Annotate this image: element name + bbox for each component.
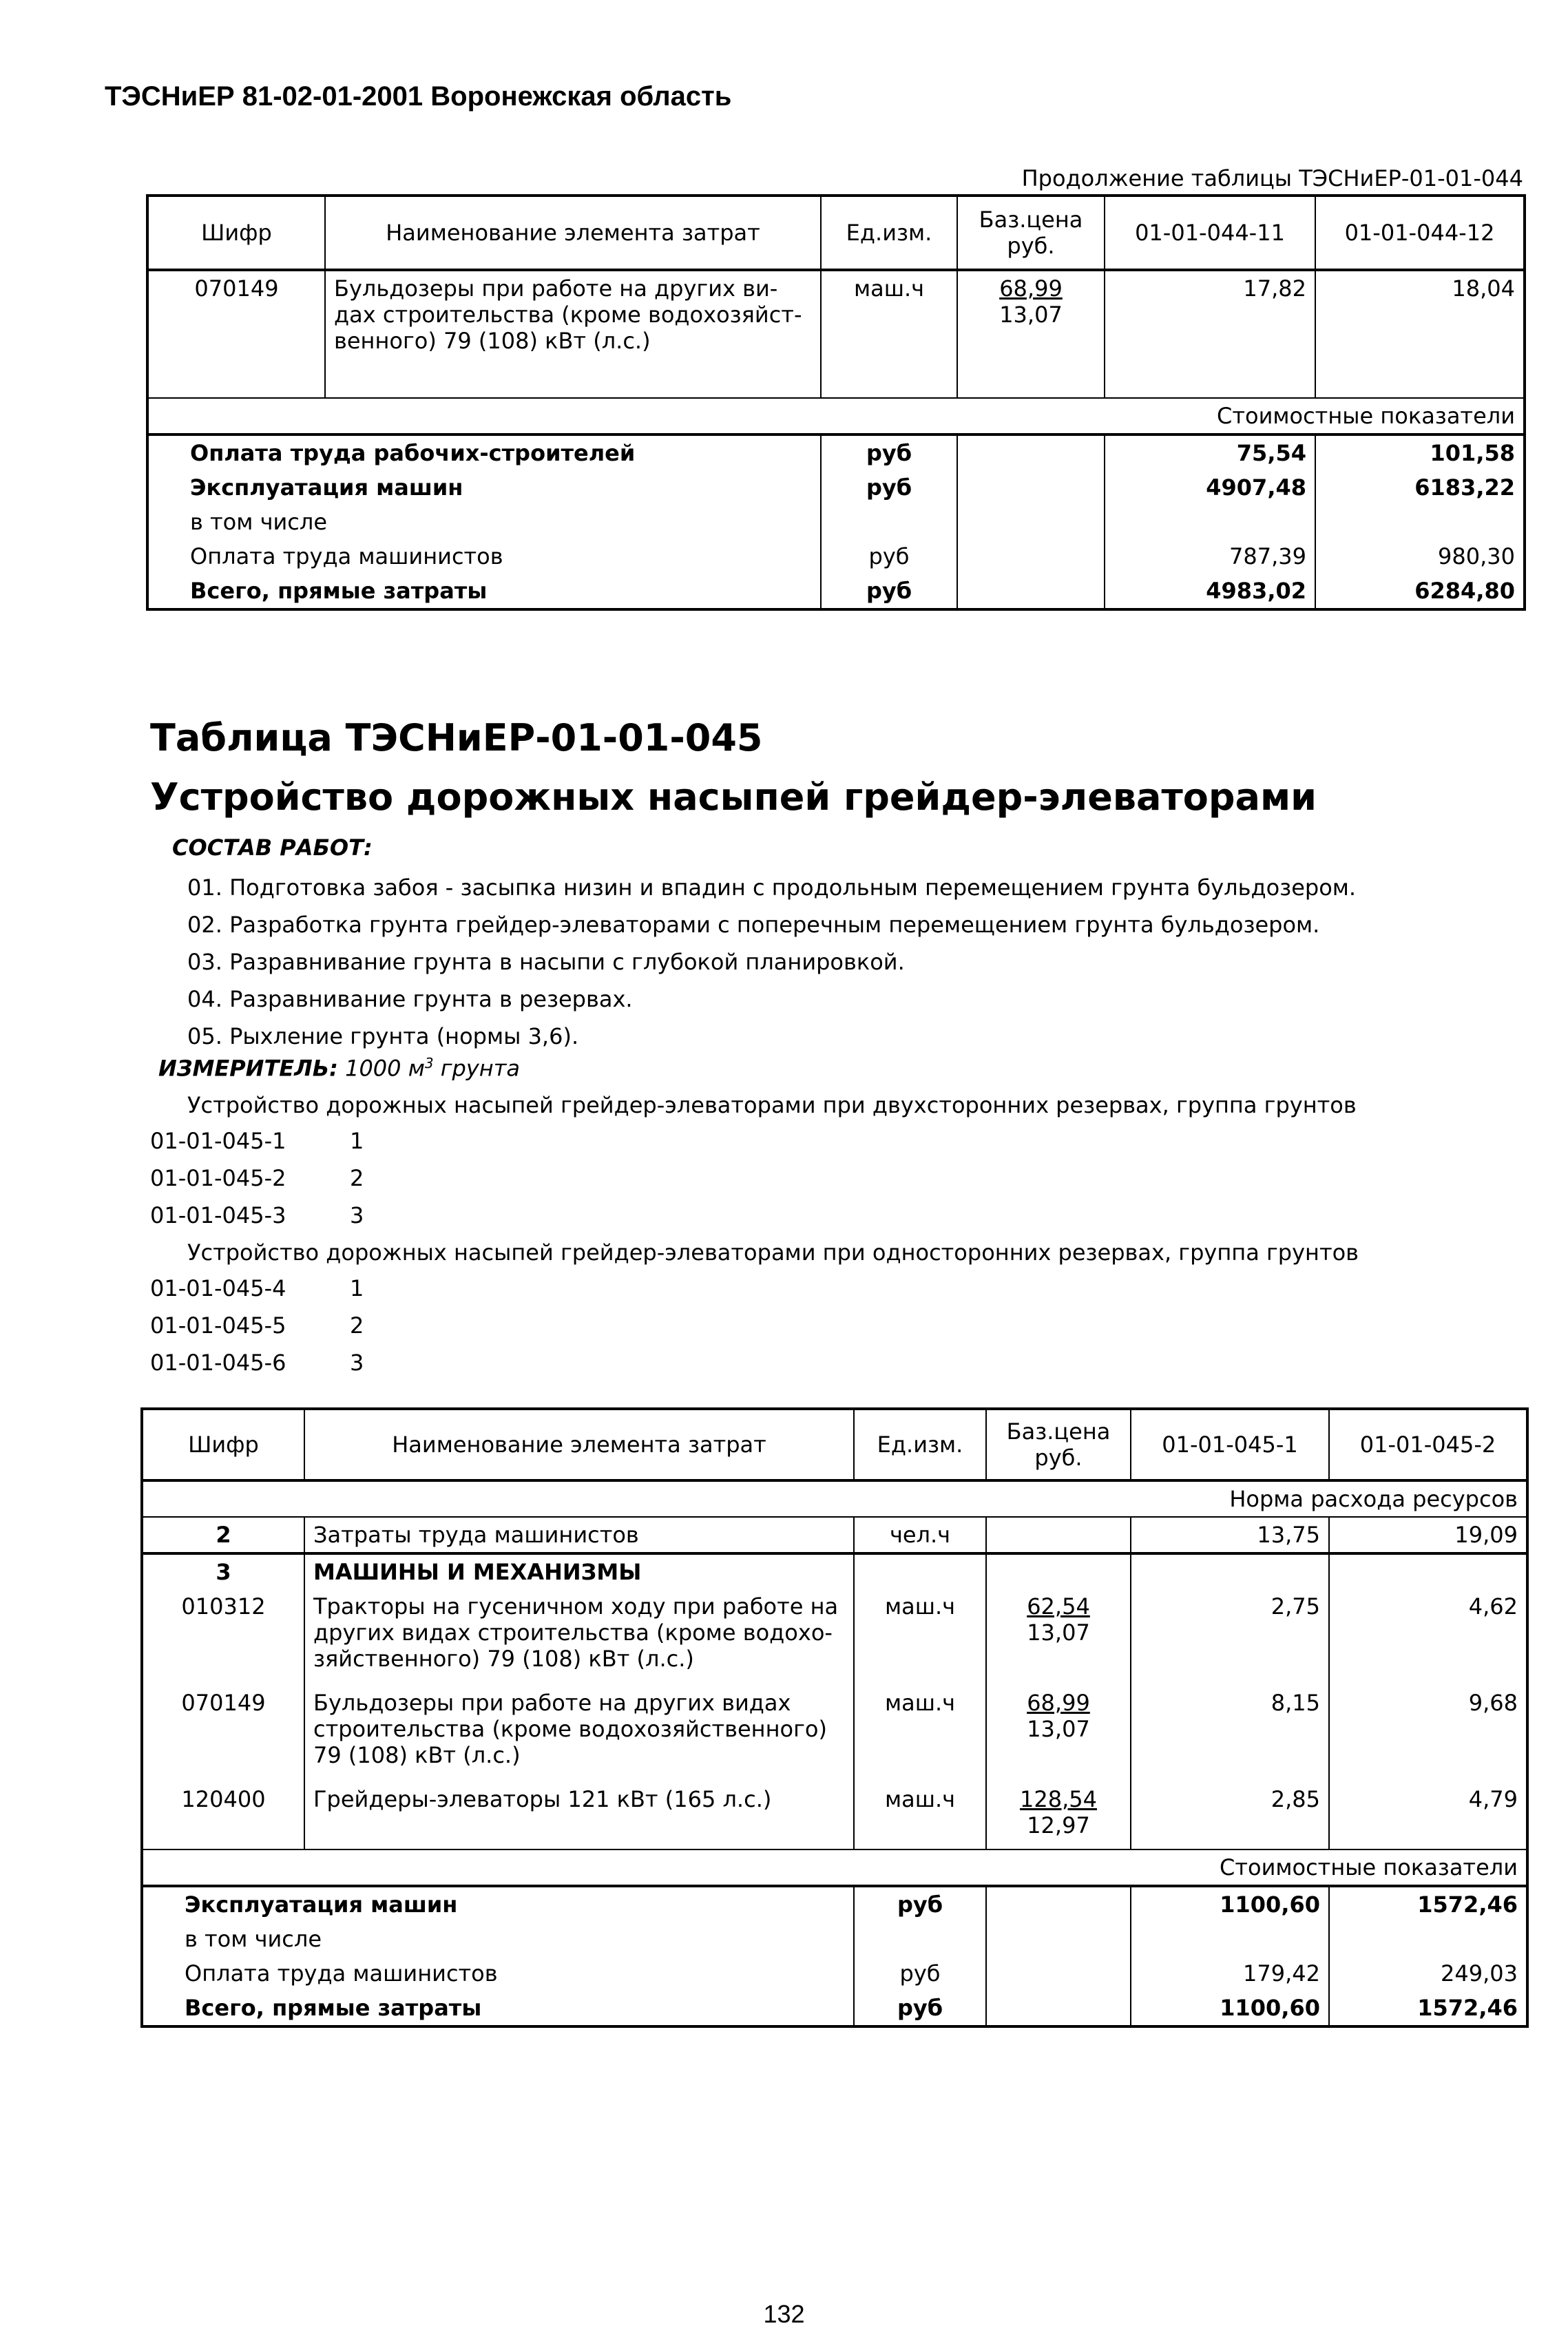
cost-value-2 <box>1315 505 1525 539</box>
code-item <box>150 1197 364 1234</box>
cost-name: Оплата труда машинистов <box>185 1960 498 1987</box>
cost-value-1 <box>1131 1922 1329 1956</box>
cost-name: в том числе <box>190 509 327 535</box>
row-value-1: 8,15 <box>1131 1686 1329 1782</box>
labor-value-1: 13,75 <box>1131 1517 1329 1553</box>
norm-label: Норма расхода ресурсов <box>1229 1486 1518 1512</box>
measure-tail: грунта <box>440 1055 520 1082</box>
header-price: Баз.цена руб. <box>986 1409 1131 1480</box>
row-name: Тракторы на гусеничном ходу при работе на других видах строительства (кроме водохо-зяйственного) 79 (108) кВт (л.с.) <box>304 1589 854 1686</box>
cost-unit: руб <box>854 1991 986 2026</box>
cost-name: Оплата труда рабочих-строителей <box>190 440 636 466</box>
row-name: Бульдозеры при работе на других ви-дах строительства (кроме водохозяйст-венного) 79 (108) кВт (л.с.) <box>325 270 821 398</box>
machines-code: 3 <box>216 1559 231 1585</box>
cost-row <box>142 1922 1527 1956</box>
cost-name: Эксплуатация машин <box>190 474 463 501</box>
cost-price <box>957 505 1105 539</box>
work-item: 02. Разработка грунта грейдер-элеваторами с поперечным перемещением грунта бульдозером. <box>187 912 1320 938</box>
row-price-wage: 13,07 <box>1027 1716 1090 1742</box>
header-name: Наименование элемента затрат <box>325 196 821 270</box>
cost-value-1: 179,42 <box>1131 1956 1329 1991</box>
cost-value-2: 1572,46 <box>1329 1886 1527 1922</box>
cost-value-1: 1100,60 <box>1131 1886 1329 1922</box>
row-price-main: 128,54 <box>1020 1786 1097 1812</box>
labor-value-2: 19,09 <box>1329 1517 1527 1553</box>
cost-unit: руб <box>821 434 957 470</box>
cost-label: Стоимостные показатели <box>1217 403 1515 429</box>
work-item: 04. Разравнивание грунта в резервах. <box>187 986 633 1012</box>
cost-value-1: 4907,48 <box>1105 470 1315 505</box>
machines-header-row <box>142 1553 1527 1589</box>
cost-row <box>147 539 1525 574</box>
cost-price <box>986 1991 1131 2026</box>
row-value-2: 4,62 <box>1329 1589 1527 1686</box>
row-price-wage: 13,07 <box>1027 1620 1090 1646</box>
cost-unit: руб <box>821 539 957 574</box>
code: 01-01-045-2 <box>150 1165 286 1191</box>
cost-price <box>986 1956 1131 1991</box>
cost-unit: руб <box>854 1956 986 1991</box>
cost-price <box>986 1922 1131 1956</box>
row-name: Грейдеры-элеваторы 121 кВт (165 л.с.) <box>304 1782 854 1849</box>
row-unit: маш.ч <box>854 1782 986 1849</box>
row-price-main: 68,99 <box>999 275 1063 302</box>
row-price-wage: 13,07 <box>999 302 1063 328</box>
cost-name: Всего, прямые затраты <box>185 1995 482 2021</box>
cost-unit: руб <box>854 1886 986 1922</box>
cost-value-1: 4983,02 <box>1105 574 1315 609</box>
row-price-main: 68,99 <box>1027 1690 1090 1716</box>
cost-value-2 <box>1329 1922 1527 1956</box>
row-code: 120400 <box>181 1786 266 1812</box>
cost-price <box>957 434 1105 470</box>
cost-value-1 <box>1105 505 1315 539</box>
soil-group: 2 <box>350 1165 364 1191</box>
row-value-2: 9,68 <box>1329 1686 1527 1782</box>
row-price-wage: 12,97 <box>1027 1812 1090 1838</box>
cost-unit: руб <box>821 470 957 505</box>
row-price <box>986 1589 1131 1686</box>
cost-value-2: 6183,22 <box>1315 470 1525 505</box>
cost-name: Оплата труда машинистов <box>190 543 503 569</box>
cost-unit <box>821 505 957 539</box>
measure-value: 1000 м <box>345 1055 425 1082</box>
labor-price <box>986 1517 1131 1553</box>
work-item: 01. Подготовка забоя - засыпка низин и впадин с продольным перемещением грунта бульдозером. <box>187 874 1357 901</box>
header-code: Шифр <box>201 220 272 246</box>
row-value-1: 2,85 <box>1131 1782 1329 1849</box>
cost-name: Эксплуатация машин <box>185 1891 458 1918</box>
header-code: Шифр <box>188 1432 259 1458</box>
row-value-1: 17,82 <box>1105 270 1315 398</box>
table-title: Таблица ТЭСНиЕР-01-01-045 <box>150 716 763 759</box>
row-price-main: 62,54 <box>1027 1593 1090 1620</box>
row-value-2: 18,04 <box>1315 270 1525 398</box>
table-row <box>147 270 1525 398</box>
cost-unit: руб <box>821 574 957 609</box>
table-045 <box>140 1407 1529 2028</box>
row-price <box>957 270 1105 398</box>
work-item: 05. Рыхление грунта (нормы 3,6). <box>187 1023 579 1049</box>
table-044-continuation <box>146 194 1526 611</box>
code-item <box>150 1344 364 1381</box>
row-value-2: 4,79 <box>1329 1782 1527 1849</box>
table-header-row <box>147 196 1525 270</box>
code-item <box>150 1270 364 1307</box>
cost-value-2: 249,03 <box>1329 1956 1527 1991</box>
cost-row <box>142 1991 1527 2026</box>
soil-group: 1 <box>350 1128 364 1154</box>
code: 01-01-045-1 <box>150 1128 286 1154</box>
cost-label-row <box>147 398 1525 434</box>
header-col2: 01-01-044-12 <box>1315 196 1525 270</box>
work-item: 03. Разравнивание грунта в насыпи с глубокой планировкой. <box>187 949 905 975</box>
table-row <box>142 1782 1527 1849</box>
code: 01-01-045-4 <box>150 1275 286 1301</box>
soil-group: 1 <box>350 1275 364 1301</box>
table-row <box>142 1589 1527 1686</box>
cost-label: Стоимостные показатели <box>1220 1854 1518 1880</box>
works-list <box>187 869 1356 1055</box>
cost-value-2: 980,30 <box>1315 539 1525 574</box>
table-subtitle: Устройство дорожных насыпей грейдер-элеваторами <box>150 775 1317 819</box>
cost-name: в том числе <box>185 1926 322 1952</box>
cost-value-1: 787,39 <box>1105 539 1315 574</box>
page-number: 132 <box>763 2300 805 2328</box>
row-unit: маш.ч <box>854 1589 986 1686</box>
header-unit: Ед.изм. <box>854 1409 986 1480</box>
code: 01-01-045-6 <box>150 1350 286 1376</box>
labor-name: Затраты труда машинистов <box>304 1517 854 1553</box>
cost-row <box>142 1956 1527 1991</box>
measure-line <box>158 1055 520 1082</box>
cost-price <box>957 539 1105 574</box>
cost-row <box>147 470 1525 505</box>
cost-row <box>142 1886 1527 1922</box>
code-item <box>150 1122 364 1160</box>
row-unit: маш.ч <box>854 1686 986 1782</box>
codes-list-1 <box>150 1122 364 1234</box>
header-col1: 01-01-045-1 <box>1131 1409 1329 1480</box>
cost-value-1: 75,54 <box>1105 434 1315 470</box>
labor-unit: чел.ч <box>854 1517 986 1553</box>
row-price <box>986 1782 1131 1849</box>
group-description-2: Устройство дорожных насыпей грейдер-элеваторами при односторонних резервах, группа грунтов <box>187 1239 1359 1266</box>
table-continuation-label: Продолжение таблицы ТЭСНиЕР-01-01-044 <box>1021 165 1523 191</box>
cost-price <box>986 1886 1131 1922</box>
code: 01-01-045-3 <box>150 1202 286 1228</box>
measure-sup: 3 <box>424 1055 434 1071</box>
measure-label: ИЗМЕРИТЕЛЬ: <box>158 1055 338 1082</box>
cost-row <box>147 574 1525 609</box>
machines-label: МАШИНЫ И МЕХАНИЗМЫ <box>304 1553 854 1589</box>
row-code: 010312 <box>181 1593 266 1620</box>
cost-price <box>957 470 1105 505</box>
soil-group: 3 <box>350 1350 364 1376</box>
soil-group: 2 <box>350 1312 364 1339</box>
code: 01-01-045-5 <box>150 1312 286 1339</box>
cost-label-row <box>142 1849 1527 1886</box>
group-description-1: Устройство дорожных насыпей грейдер-элеваторами при двухсторонних резервах, группа грунтов <box>187 1092 1357 1118</box>
header-col2: 01-01-045-2 <box>1329 1409 1527 1480</box>
row-code: 070149 <box>194 275 279 302</box>
header-name: Наименование элемента затрат <box>304 1409 854 1480</box>
header-col1: 01-01-044-11 <box>1105 196 1315 270</box>
cost-name: Всего, прямые затраты <box>190 578 488 604</box>
code-item <box>150 1307 364 1344</box>
cost-unit <box>854 1922 986 1956</box>
codes-list-2 <box>150 1270 364 1381</box>
code-item <box>150 1160 364 1197</box>
table-row <box>142 1686 1527 1782</box>
row-code: 070149 <box>181 1690 266 1716</box>
labor-code: 2 <box>216 1522 231 1548</box>
document-header: ТЭСНиЕР 81-02-01-2001 Воронежская область <box>105 81 732 112</box>
cost-value-1: 1100,60 <box>1131 1991 1329 2026</box>
row-price <box>986 1686 1131 1782</box>
cost-price <box>957 574 1105 609</box>
cost-value-2: 101,58 <box>1315 434 1525 470</box>
row-unit: маш.ч <box>821 270 957 398</box>
table-header-row <box>142 1409 1527 1480</box>
header-price: Баз.цена руб. <box>957 196 1105 270</box>
row-name: Бульдозеры при работе на других видах строительства (кроме водохозяйственного) 79 (108) кВт (л.с.) <box>304 1686 854 1782</box>
cost-row <box>147 505 1525 539</box>
soil-group: 3 <box>350 1202 364 1228</box>
header-unit: Ед.изм. <box>821 196 957 270</box>
norm-label-row <box>142 1480 1527 1517</box>
cost-value-2: 1572,46 <box>1329 1991 1527 2026</box>
works-label: СОСТАВ РАБОТ: <box>172 835 373 861</box>
cost-row <box>147 434 1525 470</box>
cost-value-2: 6284,80 <box>1315 574 1525 609</box>
row-value-1: 2,75 <box>1131 1589 1329 1686</box>
labor-row <box>142 1517 1527 1553</box>
